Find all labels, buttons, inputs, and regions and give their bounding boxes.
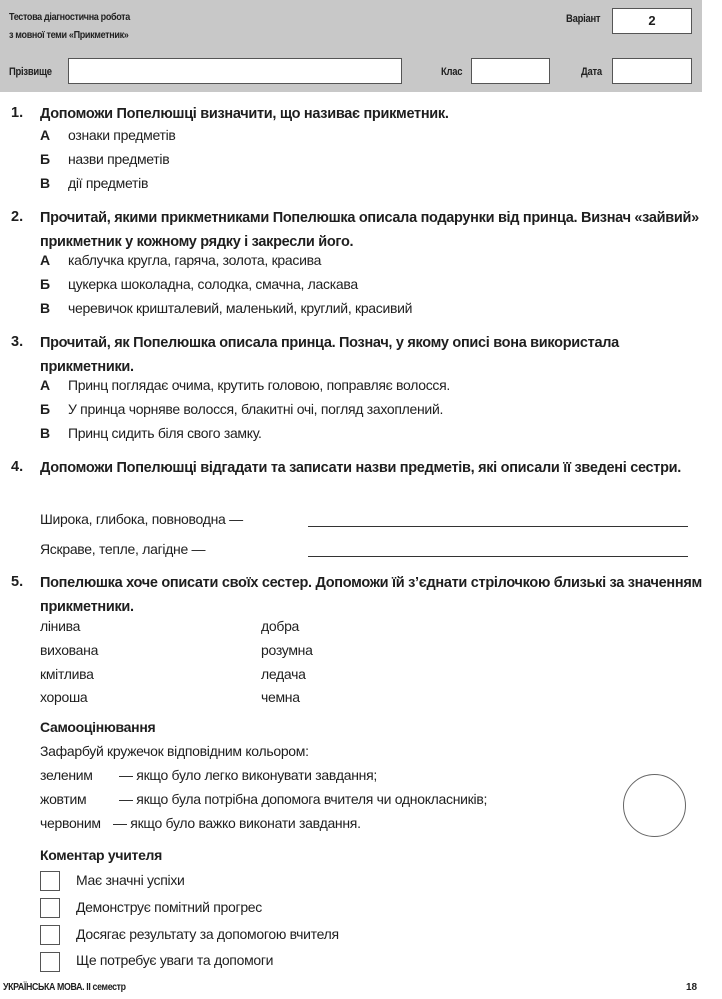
question-text: Допоможи Попелюшці визначити, що називає прикметник. xyxy=(40,106,449,122)
option-letter: А xyxy=(40,377,50,393)
riddle-prompt: Яскраве, тепле, лагідне — xyxy=(40,541,206,557)
question-number: 5. xyxy=(11,574,24,590)
checkbox-label: Має значні успіхи xyxy=(76,872,185,888)
question-text: Прочитай, якими прикметниками Попелюшка описала подарунки від принца. Визнач «зайвий» прикметник у кожному рядку і закресли його. xyxy=(40,210,699,250)
option-text: У принца чорняве волосся, блакитні очі, погляд захоплений. xyxy=(68,401,444,417)
left-word[interactable]: вихована xyxy=(40,642,99,658)
left-word[interactable]: хороша xyxy=(40,689,88,705)
footer-subject: УКРАЇНСЬКА МОВА. ІІ семестр xyxy=(3,982,126,993)
option-letter: Б xyxy=(40,401,50,417)
option-text: каблучка кругла, гаряча, золота, красива xyxy=(68,252,322,268)
question-number: 1. xyxy=(11,105,24,121)
question-text: Попелюшка хоче описати своїх сестер. Допоможи їй з’єднати стрілочкою близькі за значенням прикметники. xyxy=(40,575,702,615)
question-number: 3. xyxy=(11,334,24,350)
date-field[interactable] xyxy=(612,58,692,84)
answer-line[interactable] xyxy=(308,526,688,527)
answer-option[interactable] xyxy=(40,175,148,191)
variant-value: 2 xyxy=(648,13,656,28)
option-text: дії предметів xyxy=(68,175,149,191)
color-meaning: — якщо була потрібна допомога вчителя чи однокласників; xyxy=(119,791,488,807)
right-word[interactable]: добра xyxy=(261,618,300,634)
worksheet-header xyxy=(0,0,702,92)
option-letter: Б xyxy=(40,151,50,167)
checkbox-label: Ще потребує уваги та допомоги xyxy=(76,952,274,968)
right-word[interactable]: розумна xyxy=(261,642,313,658)
question-number: 2. xyxy=(11,209,24,225)
option-letter: В xyxy=(40,425,50,441)
option-text: назви предметів xyxy=(68,151,170,167)
option-text: цукерка шоколадна, солодка, смачна, ласкава xyxy=(68,276,358,292)
surname-field[interactable] xyxy=(68,58,402,84)
answer-option[interactable] xyxy=(40,377,450,393)
checkbox-label: Демонструє помітний прогрес xyxy=(76,899,262,915)
answer-option[interactable] xyxy=(40,425,262,441)
color-word-red: червоним xyxy=(40,815,101,831)
right-word[interactable]: ледача xyxy=(261,666,306,682)
checkbox[interactable] xyxy=(40,952,60,972)
option-letter: А xyxy=(40,252,50,268)
left-word[interactable]: кмітлива xyxy=(40,666,94,682)
date-label: Дата xyxy=(581,66,602,78)
class-label: Клас xyxy=(441,66,463,78)
self-assessment-title: Самооцінювання xyxy=(40,719,156,735)
checkbox[interactable] xyxy=(40,925,60,945)
left-word[interactable]: лінива xyxy=(40,618,81,634)
answer-line[interactable] xyxy=(308,556,688,557)
checkbox[interactable] xyxy=(40,871,60,891)
option-text: Принц сидить біля свого замку. xyxy=(68,425,262,441)
right-word[interactable]: чемна xyxy=(261,689,300,705)
option-letter: В xyxy=(40,175,50,191)
answer-option[interactable] xyxy=(40,300,412,316)
answer-option[interactable] xyxy=(40,151,169,167)
option-text: ознаки предметів xyxy=(68,127,176,143)
self-assessment-circle[interactable] xyxy=(623,774,686,837)
option-letter: В xyxy=(40,300,50,316)
color-word-yellow: жовтим xyxy=(40,791,87,807)
question-number: 4. xyxy=(11,459,24,475)
checkbox[interactable] xyxy=(40,898,60,918)
page-number: 18 xyxy=(686,982,698,993)
checkbox-label: Досягає результату за допомогою вчителя xyxy=(76,926,339,942)
option-text: черевичок кришталевий, маленький, круглий, красивий xyxy=(68,300,413,316)
answer-option[interactable] xyxy=(40,401,443,417)
variant-label: Варіант xyxy=(566,13,601,25)
question-text: Прочитай, як Попелюшка описала принца. Познач, у якому описі вона використала прикметники. xyxy=(40,335,619,375)
color-meaning: — якщо було важко виконати завдання. xyxy=(113,815,361,831)
answer-option[interactable] xyxy=(40,252,321,268)
option-text: Принц поглядає очима, крутить головою, поправляє волосся. xyxy=(68,377,450,393)
option-letter: Б xyxy=(40,276,50,292)
question-text: Допоможи Попелюшці відгадати та записати назви предметів, які описали її зведені сестри. xyxy=(40,460,681,476)
class-field[interactable] xyxy=(471,58,550,84)
answer-option[interactable] xyxy=(40,127,176,143)
color-meaning: — якщо було легко виконувати завдання; xyxy=(119,767,377,783)
answer-option[interactable] xyxy=(40,276,358,292)
header-title-line1: Тестова діагностична робота xyxy=(9,11,130,23)
color-word-green: зеленим xyxy=(40,767,93,783)
variant-field[interactable] xyxy=(612,8,692,34)
option-letter: А xyxy=(40,127,50,143)
self-assessment-instruction: Зафарбуй кружечок відповідним кольором: xyxy=(40,743,309,759)
teacher-comment-title: Коментар учителя xyxy=(40,847,163,863)
header-title-line2: з мовної теми «Прикметник» xyxy=(9,29,129,41)
surname-label: Прізвище xyxy=(9,66,52,78)
riddle-prompt: Широка, глибока, повноводна — xyxy=(40,511,243,527)
